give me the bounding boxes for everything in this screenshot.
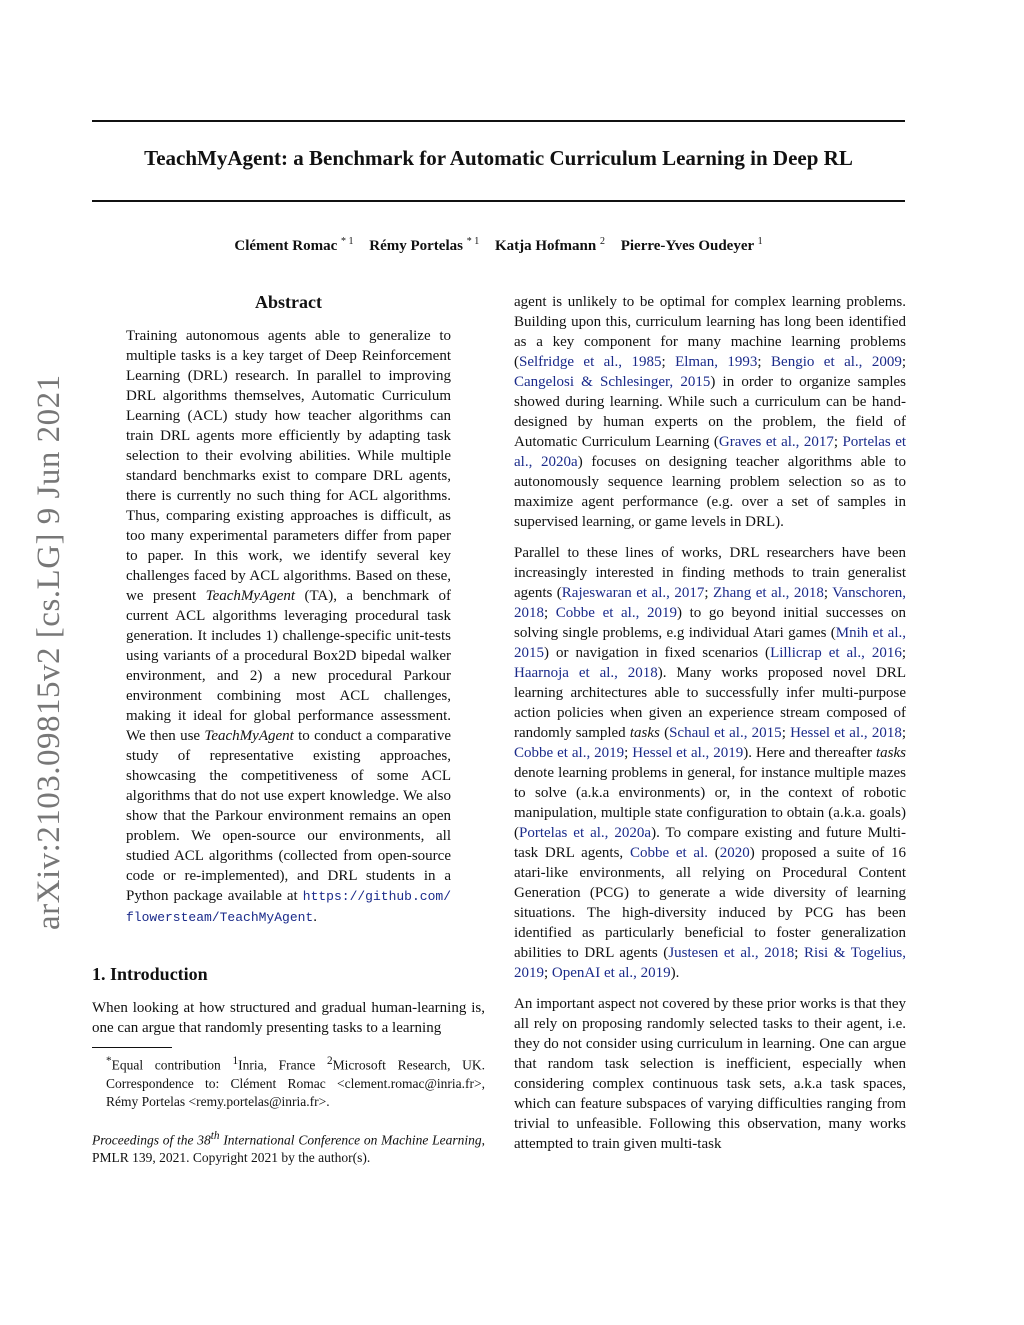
citation-link[interactable]: Bengio et al., 2009	[771, 354, 902, 370]
right-column	[514, 292, 906, 1154]
emphasis-tasks: tasks	[629, 725, 660, 741]
citation-link[interactable]: Lillicrap et al., 2016	[770, 645, 902, 661]
abstract-text: .	[313, 909, 317, 925]
body-text: ;	[794, 945, 805, 961]
author-name: Clément Romac	[234, 238, 338, 254]
body-text: ). To compare existing and future Multi-task DRL agents,	[514, 825, 906, 861]
citation-link[interactable]: Hessel et al., 2019	[632, 745, 744, 761]
body-text: ). Here and thereafter	[743, 745, 876, 761]
benchmark-name: TeachMyAgent	[205, 588, 296, 604]
abstract-body	[126, 326, 451, 928]
body-text: denote learning problems in general, for instance multiple mazes to solve (a.k.a environments) or, in the context of robotic manipulation, multiple state configuration to obtain (a.k.a. goals) (	[514, 765, 906, 841]
citation-link[interactable]: Cobbe et al., 2019	[514, 745, 625, 761]
body-text: ;	[544, 605, 556, 621]
emphasis-tasks: tasks	[875, 745, 906, 761]
citation-link[interactable]: OpenAI et al., 2019	[551, 965, 671, 981]
footnote-marker: *	[106, 1055, 112, 1067]
citation-link[interactable]: Justesen et al., 2018	[668, 945, 795, 961]
abstract-text: to conduct a comparative study of representative existing approaches, showcasing the competitiveness of some ACL algorithms that do not use expert knowledge. We also show that the Parkour environment remains an open problem. We open-source our environments, all studied ACL algorithms (collected from open-source code or re-implemented), and DRL students in a Python package available at	[126, 728, 452, 904]
citation-link[interactable]: Risi & Togelius, 2019	[514, 945, 906, 981]
left-column	[92, 292, 485, 1167]
introduction-heading: 1. Introduction	[92, 964, 208, 984]
body-text: ) focuses on designing teacher algorithms able to autonomously sequence learning problem selection so as to maximize agent performance (e.g. over a set of samples in supervised learning, or game levels in DRL).	[514, 454, 906, 530]
footnote-proceedings	[92, 1127, 485, 1168]
footnote-text: Proceedings of the	[92, 1132, 198, 1147]
citation-link[interactable]: Rajeswaran et al., 2017	[561, 585, 705, 601]
arxiv-stamp: arXiv:2103.09815v2 [cs.LG] 9 Jun 2021	[31, 374, 67, 930]
author-4	[621, 238, 763, 254]
author-affiliation: 1	[757, 236, 763, 247]
author-name: Rémy Portelas	[369, 238, 463, 254]
author-3	[495, 238, 605, 254]
author-2	[369, 238, 479, 254]
author-affiliation: 2	[599, 236, 605, 247]
footnote-text: , PMLR 139, 2021. Copyright 2021 by the author(s).	[92, 1132, 485, 1165]
citation-link[interactable]: Portelas et al., 2020a	[519, 825, 652, 841]
body-text: ).	[670, 965, 680, 981]
citation-link[interactable]: Portelas et al., 2020a	[514, 434, 907, 470]
body-text: (	[708, 845, 720, 861]
citation-link[interactable]: Selfridge et al., 1985	[519, 354, 662, 370]
footnote-rule	[92, 1047, 172, 1048]
body-text: Parallel to these lines of works, DRL researchers have been increasingly interested in finding methods to train generalist agents (	[514, 545, 906, 601]
body-text: ;	[624, 745, 633, 761]
body-text: ;	[901, 354, 907, 370]
abstract-heading: Abstract	[255, 292, 322, 312]
title-rule-top	[92, 120, 905, 122]
citation-link[interactable]: Graves et al., 2017	[718, 434, 834, 450]
citation-link[interactable]: Zhang et al., 2018	[712, 585, 824, 601]
footnote-marker: 2	[327, 1055, 333, 1067]
body-text: ;	[544, 965, 552, 981]
citation-link[interactable]: Mnih et al., 2015	[514, 625, 907, 661]
paragraph-generalist	[514, 543, 906, 983]
footnote-text: Equal contribution	[111, 1057, 233, 1073]
citation-link[interactable]: Cobbe et al.	[629, 845, 709, 861]
body-text: ) proposed a suite of 16 atari-like environments, all relying on Procedural Content Generation (PCG) to generate a wide diversity of learning situations. The high-diversity induced by PCG has been identified as particularly beneficial to foster generalization abilities to DRL agents (	[514, 845, 906, 961]
title-rule-bottom	[92, 200, 905, 202]
footnote-text: 38	[197, 1132, 211, 1147]
footnote-text: Microsoft Research, UK. Correspondence to: Clément Romac <clement.romac@inria.fr>, Rémy Portelas <remy.portelas@inria.fr>.	[106, 1057, 485, 1109]
citation-link[interactable]: 2020	[719, 845, 750, 861]
footnote-text: International Conference on Machine Learning	[219, 1132, 482, 1147]
author-affiliation: * 1	[341, 236, 354, 247]
body-text: agent is unlikely to be optimal for complex learning problems. Building upon this, curriculum learning has long been identified as a key component for many machine learning problems (	[514, 294, 906, 370]
body-text: ). Many works proposed novel DRL learning architectures able to successfully infer multi-purpose action policies when given an experience stream composed of randomly sampled	[514, 665, 906, 741]
body-text: ;	[833, 434, 843, 450]
citation-link[interactable]: Cobbe et al., 2019	[555, 605, 677, 621]
body-text: ;	[704, 585, 713, 601]
body-text: ;	[661, 354, 676, 370]
paper-title: TeachMyAgent: a Benchmark for Automatic Curriculum Learning in Deep RL	[144, 146, 853, 170]
github-link[interactable]: https://github.com/flowersteam/TeachMyAgent	[126, 889, 451, 925]
author-list	[92, 236, 905, 255]
citation-link[interactable]: Elman, 1993	[675, 354, 758, 370]
benchmark-name: TeachMyAgent	[204, 728, 294, 744]
body-text: (	[659, 725, 670, 741]
abstract-text: (TA), a benchmark of current ACL algorithms leveraging procedural task generation. It includes 1) challenge-specific unit-tests using variants of a procedural Box2D bipedal walker environment, and 2) a new procedural Parkour environment combining most ACL challenges, making it ideal for global performance assessment. We then use	[126, 588, 451, 744]
abstract-text: Training autonomous agents able to generalize to multiple tasks is a key target of Deep Reinforcement Learning (DRL) research. In parallel to improving DRL algorithms themselves, Automatic Curriculum Learning (ACL) study how teacher algorithms can train DRL agents more efficiently by adapting task selection to their evolving abilities. While multiple standard benchmarks exist to compare DRL agents, there is currently no such thing for ACL algorithms. Thus, comparing existing approaches is difficult, as too many experimental parameters differ from paper to paper. In this work, we identify several key challenges faced by ACL algorithms. Based on these, we present	[126, 328, 451, 604]
body-text: ;	[901, 725, 906, 741]
body-text: ;	[757, 354, 772, 370]
introduction-paragraph: When looking at how structured and gradual human-learning is, one can argue that randomly presenting tasks to a learning	[92, 1000, 485, 1036]
body-text: ;	[781, 725, 791, 741]
author-name: Katja Hofmann	[494, 238, 597, 254]
paragraph-curriculum	[514, 292, 906, 532]
author-name: Pierre-Yves Oudeyer	[620, 238, 754, 254]
footnote-marker: th	[210, 1129, 220, 1142]
author-1	[234, 238, 353, 254]
citation-link[interactable]: Hessel et al., 2018	[790, 725, 902, 741]
citation-link[interactable]: Cangelosi & Schlesinger, 2015	[514, 374, 711, 390]
footnotes	[92, 1052, 485, 1167]
paragraph-random-tasks: An important aspect not covered by these prior works is that they all rely on proposing randomly selected tasks to their agent, i.e. they do not consider using curriculum in learning. One can argue that random task selection is inefficient, especially when considering complex continuous task sets, a.k.a task spaces, which can feature subspaces of varying difficulties ranging from trivial to unfeasible. Following this observation, many works attempted to train given multi-task	[514, 996, 906, 1152]
author-affiliation: * 1	[466, 236, 480, 247]
footnote-marker: 1	[232, 1055, 239, 1067]
body-text: ;	[823, 585, 833, 601]
body-text: ) to go beyond initial successes on solving single problems, e.g individual Atari games (	[514, 605, 907, 641]
body-text: ) or navigation in fixed scenarios (	[544, 645, 771, 661]
body-text: ) in order to organize samples showed during learning. While such a curriculum can be hand-designed by human experts on the problem, the field of Automatic Curriculum Learning (	[514, 374, 906, 450]
citation-link[interactable]: Schaul et al., 2015	[669, 725, 782, 741]
footnote-text: Inria, France	[238, 1057, 328, 1073]
citation-link[interactable]: Vanschoren, 2018	[514, 585, 906, 621]
citation-link[interactable]: Haarnoja et al., 2018	[514, 665, 658, 681]
footnote-affiliations	[92, 1052, 485, 1111]
body-text: ;	[901, 645, 907, 661]
